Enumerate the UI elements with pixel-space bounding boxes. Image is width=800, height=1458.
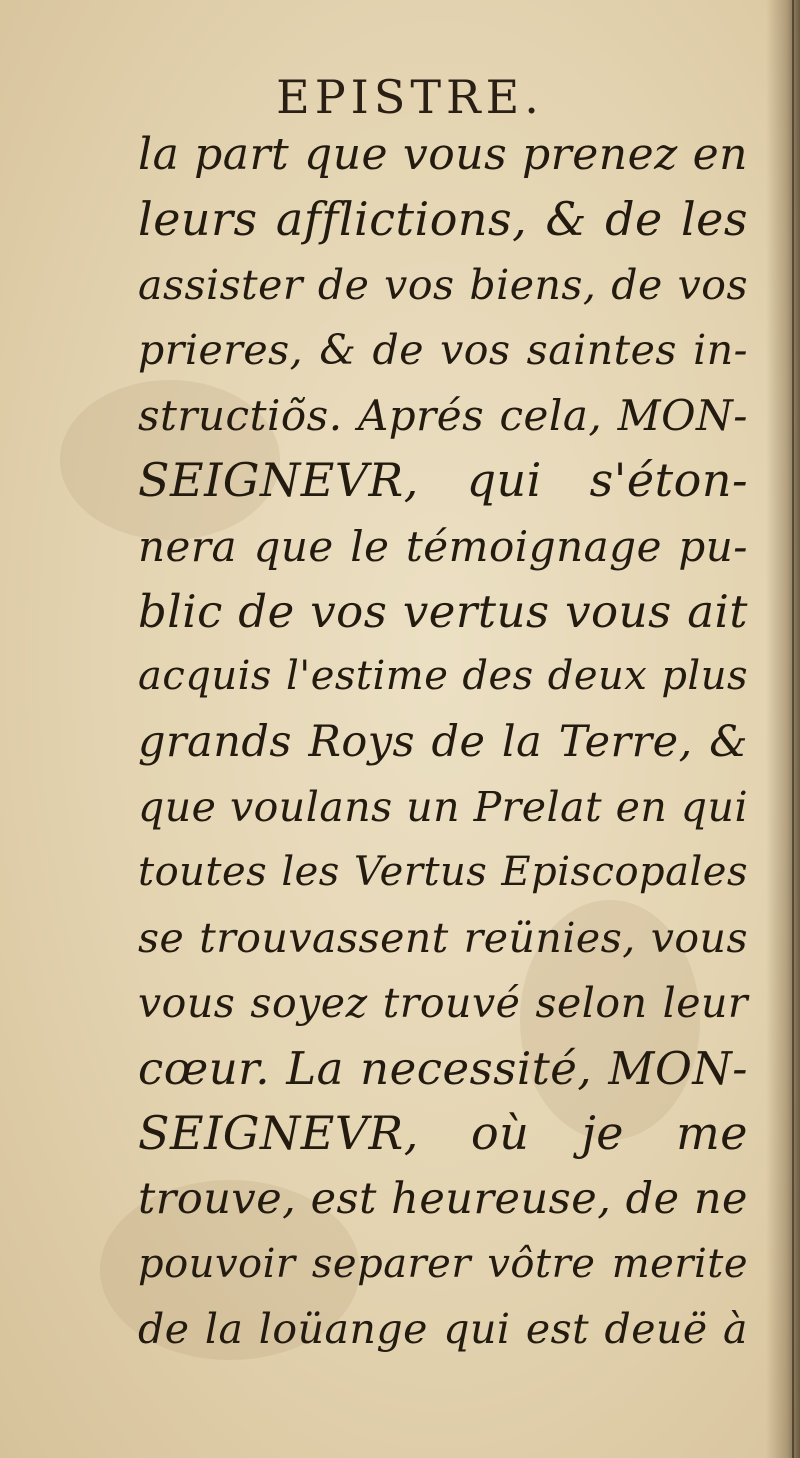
running-head: EPISTRE. <box>276 70 544 124</box>
page-edge <box>792 0 794 1458</box>
body-text <box>138 122 748 1363</box>
text-line: leurs afflictions, & de les <box>138 192 748 247</box>
text-line: la part que vous prenez en <box>138 129 748 180</box>
text-line: prieres, & de vos saintes in- <box>138 325 748 374</box>
text-line: acquis l'estime des deux plus <box>138 653 748 700</box>
text-line: assister de vos biens, de vos <box>138 260 748 309</box>
text-line: de la loüange qui est deuë à <box>138 1305 748 1354</box>
text-line: trouve, est heureuse, de ne <box>138 1173 748 1224</box>
text-line: SEIGNEVR, où je me <box>138 1106 748 1161</box>
text-line: blic de vos vertus vous ait <box>138 585 748 639</box>
text-line: nera que le témoignage pu- <box>138 521 748 571</box>
text-line: SEIGNEVR, qui s'éton- <box>138 453 748 508</box>
text-line: se trouvassent reünies, vous <box>138 913 748 962</box>
text-line: que voulans un Prelat en qui <box>138 782 749 831</box>
text-line: grands Roys de la Terre, & <box>138 716 748 767</box>
text-line: pouvoir separer vôtre merite <box>138 1241 748 1288</box>
text-line: vous soyez trouvé selon leur <box>138 978 748 1027</box>
page-gutter-shadow <box>766 0 800 1458</box>
text-line: toutes les Vertus Episcopales <box>138 849 748 896</box>
text-line: structiõs. Aprés cela, MON- <box>138 391 748 441</box>
text-line: cœur. La necessité, MON- <box>138 1042 748 1096</box>
